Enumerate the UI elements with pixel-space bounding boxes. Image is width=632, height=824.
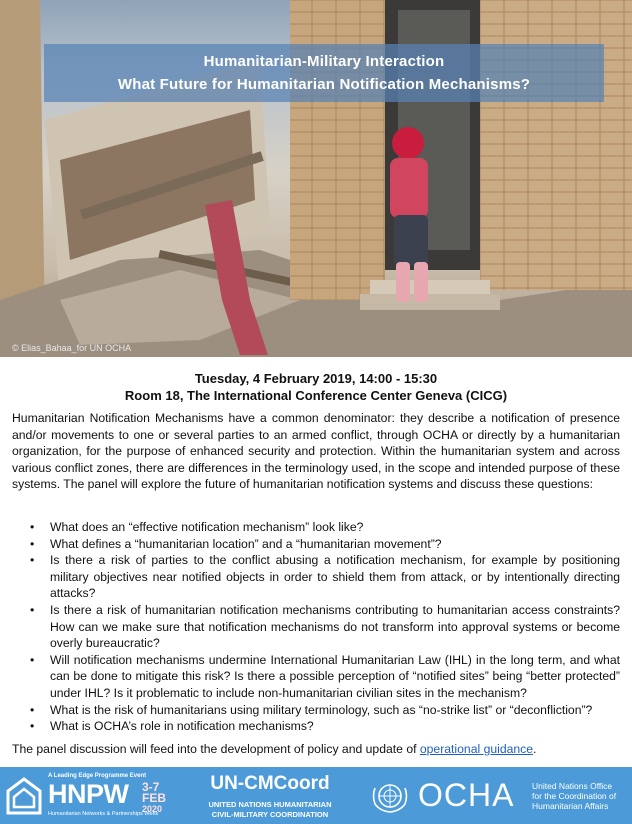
ocha-line1: United Nations Office [532,781,613,791]
hnpw-house-icon [6,777,42,817]
photo-credit: © Elias_Bahaa_for UN OCHA [12,343,132,353]
hnpw-tagline: A Leading Edge Programme Event [48,773,147,779]
ocha-fullname [532,781,630,811]
hnpw-year: 2020 [142,804,163,814]
cmcoord-logo-title: UN-CMCoord [210,773,330,794]
un-emblem-icon [370,778,410,814]
cmcoord-line2: CIVIL-MILITARY COORDINATION [211,810,329,819]
hnpw-logo [6,771,166,821]
list-item: • What is the risk of humanitarians using military terminology, such as “no-strike list” or “deconfliction”? [30,702,620,719]
banner-subtitle: What Future for Humanitarian Notification Mechanisms? [117,76,531,93]
hnpw-days: 3-7 [142,780,160,794]
hnpw-fullname: Humanitarian Networks & Partnerships Week [48,811,159,817]
hnpw-month: FEB [142,791,166,805]
hero-photo [0,0,632,357]
list-item: • What does an “effective notification mechanism” look like? [30,519,620,536]
footer-logos [0,767,632,824]
title-banner [44,44,604,102]
ocha-line2: for the Coordination of [532,791,617,801]
intro-paragraph: Humanitarian Notification Mechanisms have a common denominator: they describe a notification of presence and/or movements to one or several parties to an armed conflict, through OCHA or directly by a humanitarian organization, for the purpose of enhanced security and protection. Within the humanitarian system and across various conflict zones, there are differences in the terminology used, in the scope and intended purpose of these systems. The panel will explore the future of humanitarian notification systems and discuss these questions: [12,411,620,492]
list-item: • Will notification mechanisms undermine International Humanitarian Law (IHL) in the long term, and what can be done to mitigate this risk? Is there a possible perception of “notified sites” being “better protected” under IHL? Is it problematic to include non-humanitarian civilian sites in the mechanism? [30,652,620,702]
closing-paragraph [12,741,620,757]
event-details [0,370,632,404]
questions-list [30,519,620,735]
list-item: • Is there a risk of parties to the conflict abusing a notification mechanism, for example by positioning military objectives near notified objects in order to shield them from attack, or by intentionally directing attacks? [30,552,620,602]
ocha-logo-text: OCHA [418,777,515,813]
closing-text: The panel discussion will feed into the development of policy and update of [12,742,420,756]
cmcoord-line1: UNITED NATIONS HUMANITARIAN [208,800,332,809]
list-item: • Is there a risk of humanitarian notification mechanisms contributing to humanitarian access constraints? How can we make sure that notification mechanisms do not transform into approval systems or become overly bureaucratic? [30,602,620,652]
operational-guidance-link[interactable]: operational guidance [419,742,534,756]
list-item: • What defines a “humanitarian location” and a “humanitarian movement”? [30,536,620,553]
event-datetime: Tuesday, 4 February 2019, 14:00 - 15:30 [194,371,438,386]
list-item: • What is OCHA’s role in notification mechanisms? [30,718,620,735]
cmcoord-logo-subtitle [190,800,350,820]
ocha-line3: Humanitarian Affairs [532,801,609,811]
event-venue: Room 18, The International Conference Center Geneva (CICG) [124,388,508,403]
hnpw-name: HNPW [48,779,129,809]
closing-end: . [533,742,537,756]
banner-title: Humanitarian-Military Interaction [203,53,445,70]
